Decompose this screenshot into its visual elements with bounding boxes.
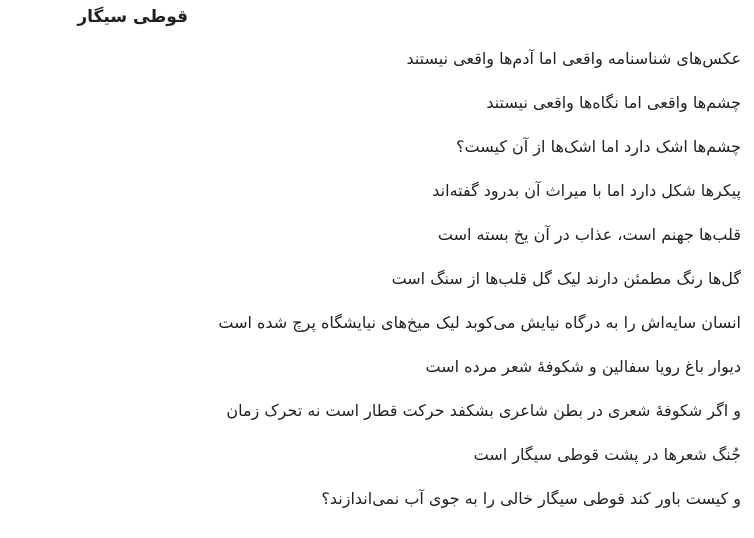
poem-line-8: دیوار باغ رویا سفالین و شکوفهٔ شعر مرده است [425,357,741,376]
poem-title: قوطی سیگار [77,7,188,27]
poem-line-9: و اگر شکوفهٔ شعری در بطن شاعری بشکفد حرکت قطار است نه تحرک زمان [226,401,741,420]
poem-line-4: پیکرها شکل دارد اما با میراث آن بدرود گفته‌اند [432,181,741,200]
poem-line-2: چشم‌ها واقعی اما نگاه‌ها واقعی نیستند [486,93,741,112]
poem-line-6: گل‌ها رنگ مطمئن دارند لیک گل قلب‌ها از سنگ است [391,269,741,288]
poem-line-3: چشم‌ها اشک دارد اما اشک‌ها از آن کیست؟ [456,137,741,156]
poem-line-7: انسان سایه‌اش را به درگاه نیایش می‌کوبد لیک میخ‌های نیایشگاه پرچ شده است [218,313,741,332]
poem-line-11: و کیست باور کند قوطی سیگار خالی را به جوی آب نمی‌اندازند؟ [321,489,741,508]
poem-line-10: جُنگ شعرها در پشت قوطی سیگار است [473,445,741,464]
poem-line-1: عکس‌های شناسنامه واقعی اما آدم‌ها واقعی نیستند [406,49,741,68]
poem-body [218,44,741,528]
poem-line-5: قلب‌ها جهنم است، عذاب در آن یخ بسته است [437,225,741,244]
